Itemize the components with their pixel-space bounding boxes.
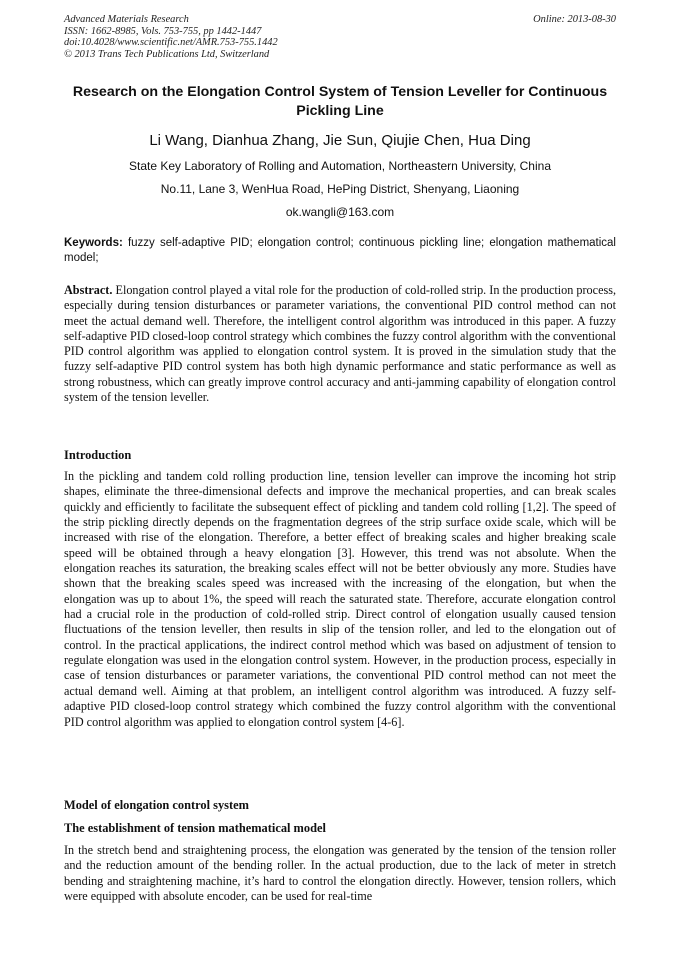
online-date: Online: 2013-08-30 [533,14,616,25]
keywords-label: Keywords: [64,237,123,249]
journal-name: Advanced Materials Research [64,14,189,25]
journal-header [64,14,616,60]
introduction-heading: Introduction [64,448,132,462]
model-paragraph: In the stretch bend and straightening process, the elongation was generated by the tension of the tension roller and the reduction amount of the bending roller. In the actual production, due to the lack of meter in stretch bending and straightening machine, it’s hard to control the elongation directly. However, tension rollers, which were equipped with absolute encoder, can be used for real-time [64,843,616,904]
affiliation-line-2: No.11, Lane 3, WenHua Road, HePing District, Shenyang, Liaoning [160,182,520,196]
copyright-line: © 2013 Trans Tech Publications Ltd, Switzerland [64,48,270,60]
model-heading: Model of elongation control system [64,798,249,812]
tension-model-subheading: The establishment of tension mathematical model [64,821,326,835]
abstract-label: Abstract. [64,283,113,297]
author-list: Li Wang, Dianhua Zhang, Jie Sun, Qiujie Chen, Hua Ding [149,132,531,149]
abstract-text: Elongation control played a vital role for the production of cold-rolled strip. In the production process, especially during tension disturbances or parameter variations, the conventional PID control method can not meet the actual demand well. Therefore, the intelligent control algorithm was introduced in this paper. A fuzzy self-adaptive PID closed-loop control strategy which combines the fuzzy control algorithm with the conventional PID control algorithm was applied to elongation control system. It is proved in the simulation study that the fuzzy self-adaptive PID control system has both high dynamic performance and static performance as well as strong robustness, which can greatly improve control accuracy and anti-jamming capability of elongation control system of the tension leveller. [64,283,617,405]
abstract-section [64,283,616,405]
keywords-section [64,236,616,265]
introduction-paragraph: In the pickling and tandem cold rolling production line, tension leveller can improve the incoming hot strip shapes, eliminate the three-dimensional defects and improve the mechanical properties, and can break scales quickly and efficiently to facilitate the subsequent effect of pickling and tandem cold rolling [1,2]. The speed of the strip pickling directly depends on the fragmentation degrees of the strip surface oxide scale, which will be increased with rise of the elongation. Therefore, a better effect of breaking scales and higher breaking scale speed will be obtained through a heavy elongation [3]. However, this trend was not absolute. When the elongation reaches its saturation, the breaking scales effect will not be better obviously any more. Studies have shown that the breaking scales speed was increased with the increasing of the elongation, but when the elongation was up to about 1%, the speed will reach the saturated state. Therefore, accurate elongation control had a crucial role in the production of cold-rolled strip. Direct control of elongation usually caused tension fluctuations of the tension leveller, then results in slip of the tension roller, and led to the elongation out of control. In the practical applications, the indirect control method which was based on adjustment of tension to regulate elongation was used in the elongation control system. However, in the production process, especially in case of tension disturbances or parameter variations, the conventional PID control method can not meet the actual demand well. Aiming at that problem, an intelligent control algorithm was introduced. A fuzzy self-adaptive PID closed-loop control strategy which combined the fuzzy control algorithm with the conventional PID control algorithm was applied to elongation control system [4-6]. [64,469,616,729]
doi-line: doi:10.4028/www.scientific.net/AMR.753-755.1442 [64,37,278,49]
issn-line: ISSN: 1662-8985, Vols. 753-755, pp 1442-1447 [64,25,262,37]
author-email: ok.wangli@163.com [285,205,395,219]
affiliation-block [64,155,616,224]
paper-title: Research on the Elongation Control System of Tension Leveller for Continuous Pickling Line [72,84,608,119]
affiliation-line-1: State Key Laboratory of Rolling and Automation, Northeastern University, China [128,159,551,173]
keywords-text: fuzzy self-adaptive PID; elongation control; continuous pickling line; elongation mathematical model; [64,237,616,264]
